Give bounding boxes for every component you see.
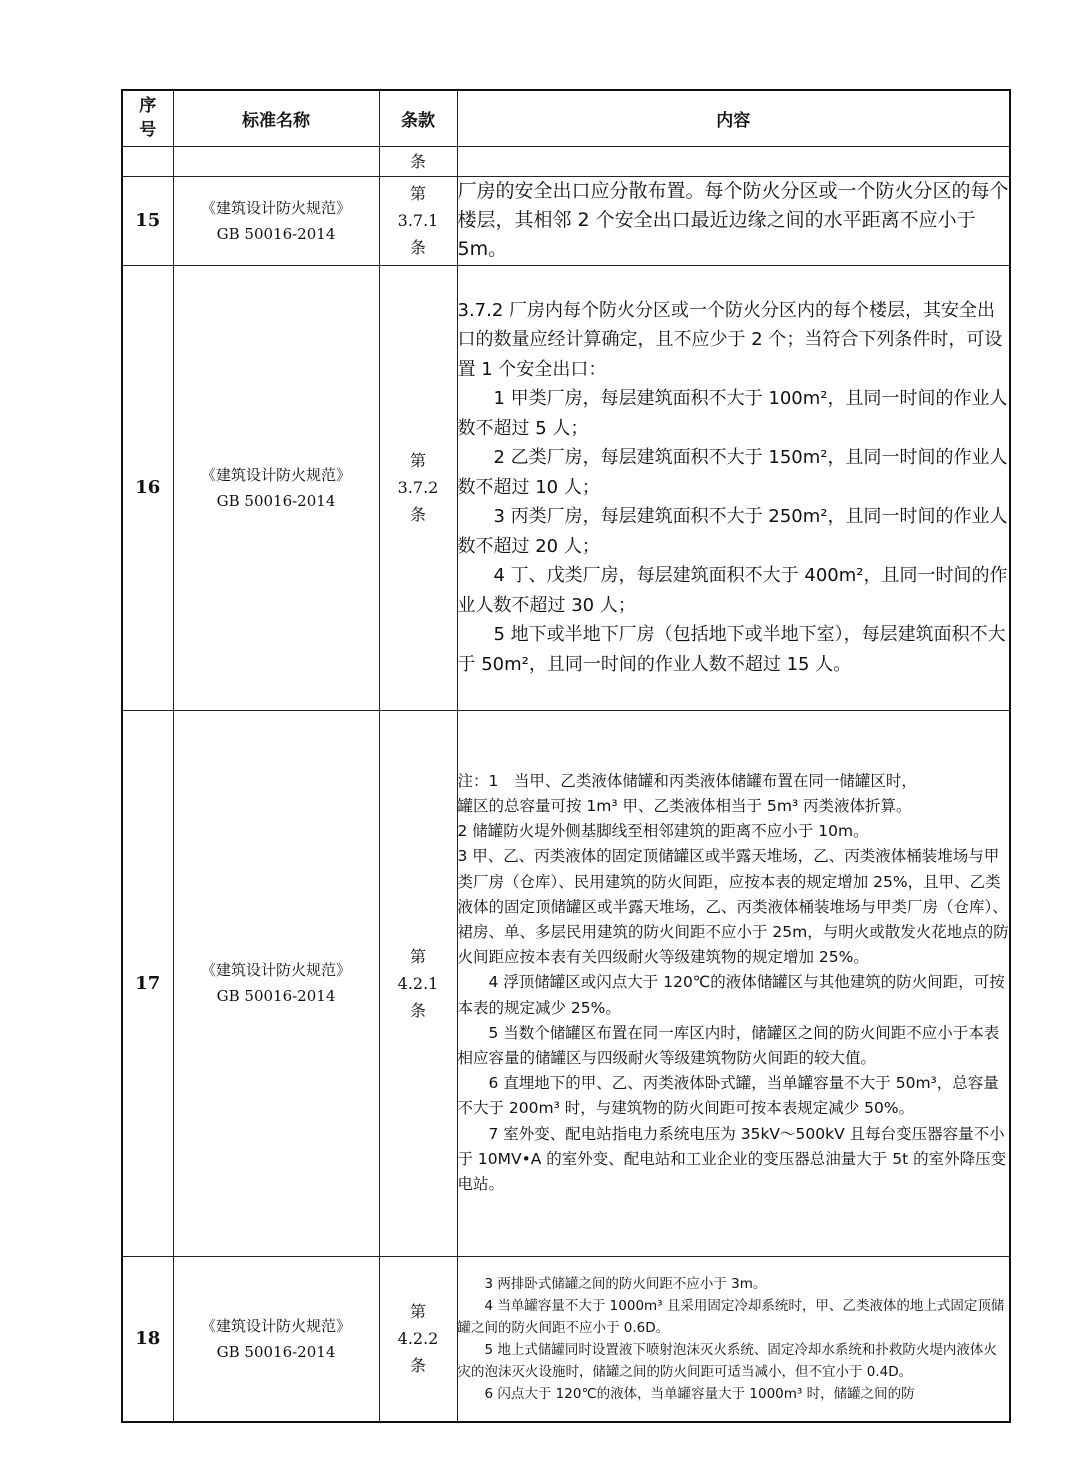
content-paragraph: 4 当单罐容量不大于 1000m³ 且采用固定冷却系统时，甲、乙类液体的地上式固定顶储罐之间的防火间距不应小于 0.6D。 [457, 1297, 1005, 1336]
content-paragraph: 厂房的安全出口应分散布置。每个防火分区或一个防火分区的每个楼层，其相邻 2 个安全出口最近边缘之间的水平距离不应小于 5m。 [457, 180, 1009, 260]
carry-row [122, 146, 1010, 176]
carry-content-cell [457, 146, 1010, 176]
content-paragraph: 4 浮顶储罐区或闪点大于 120℃的液体储罐区与其他建筑的防火间距，可按本表的规定减少 25%。 [457, 973, 1005, 1017]
content-paragraph: 罐区的总容量可按 1m³ 甲、乙类液体相当于 5m³ 丙类液体折算。 [457, 796, 912, 815]
content-paragraph: 5 地下或半地下厂房（包括地下或半地下室），每层建筑面积不大于 50m²，且同一时间的作业人数不超过 15 人。 [457, 624, 1006, 675]
carry-std-cell [173, 146, 379, 176]
carry-seq-cell [122, 146, 173, 176]
row-clause: 第 4.2.2 条 [379, 1256, 457, 1422]
header-row [122, 90, 1010, 146]
content-paragraph: 3 丙类厂房，每层建筑面积不大于 250m²，且同一时间的作业人数不超过 20 人； [457, 506, 1008, 557]
content-paragraph: 6 直埋地下的甲、乙、丙类液体卧式罐，当单罐容量不大于 50m³，总容量不大于 200m³ 时，与建筑物的防火间距可按本表规定减少 50%。 [457, 1074, 999, 1118]
row-standard-name: 《建筑设计防火规范》 GB 50016-2014 [173, 1256, 379, 1422]
row-seq: 15 [122, 176, 173, 265]
row-standard-name: 《建筑设计防火规范》 GB 50016-2014 [173, 176, 379, 265]
content-paragraph: 注：1 当甲、乙类液体储罐和丙类液体储罐布置在同一储罐区时， [457, 771, 917, 790]
row-standard-name: 《建筑设计防火规范》 GB 50016-2014 [173, 265, 379, 710]
content-paragraph: 1 甲类厂房，每层建筑面积不大于 100m²，且同一时间的作业人数不超过 5 人； [457, 388, 1008, 439]
table-row [122, 710, 1010, 1256]
row-content [457, 265, 1010, 710]
content-paragraph: 3.7.2 厂房内每个防火分区或一个防火分区内的每个楼层，其安全出口的数量应经计算确定，且不应少于 2 个；当符合下列条件时，可设置 1 个安全出口： [457, 299, 1003, 380]
table-row [122, 1256, 1010, 1422]
header-content: 内容 [457, 90, 1010, 146]
content-paragraph: 4 丁、戊类厂房，每层建筑面积不大于 400m²，且同一时间的作业人数不超过 30 人； [457, 565, 1008, 616]
content-paragraph: 3 甲、乙、丙类液体的固定顶储罐区或半露天堆场，乙、丙类液体桶装堆场与甲类厂房（仓库）、民用建筑的防火间距，应按本表的规定增加 25%，且甲、乙类液体的固定顶储罐区或半露天堆场，乙、丙类液体桶装堆场与甲类厂房（仓库）、裙房、单、多层民用建筑的防火间距不应小于 25m，与明火或散发火花地点的防火间距应按本表有关四级耐火等级建筑物的规定增加 25%。 [457, 847, 1009, 967]
row-content [457, 710, 1010, 1256]
content-paragraph: 5 当数个储罐区布置在同一库区内时，储罐区之间的防火间距不应小于本表相应容量的储罐区与四级耐火等级建筑物防火间距的较大值。 [457, 1023, 1000, 1067]
content-paragraph: 2 乙类厂房，每层建筑面积不大于 150m²，且同一时间的作业人数不超过 10 人； [457, 447, 1008, 498]
header-clause: 条款 [379, 90, 457, 146]
carry-clause-cell: 条 [379, 146, 457, 176]
content-paragraph: 3 两排卧式储罐之间的防火间距不应小于 3m。 [484, 1275, 767, 1292]
row-seq: 16 [122, 265, 173, 710]
content-paragraph: 6 闪点大于 120℃的液体，当单罐容量大于 1000m³ 时，储罐之间的防 [484, 1385, 915, 1402]
row-seq: 17 [122, 710, 173, 1256]
row-standard-name: 《建筑设计防火规范》 GB 50016-2014 [173, 710, 379, 1256]
table-row [122, 176, 1010, 265]
content-paragraph: 5 地上式储罐同时设置液下喷射泡沫灭火系统、固定冷却水系统和扑救防火堤内液体火灾的泡沫灭火设施时，储罐之间的防火间距可适当减小，但不宜小于 0.4D。 [457, 1341, 997, 1380]
header-seq: 序 号 [122, 90, 173, 146]
row-clause: 第 3.7.1 条 [379, 176, 457, 265]
standards-table [121, 89, 1011, 1423]
row-content [457, 176, 1010, 265]
row-clause: 第 3.7.2 条 [379, 265, 457, 710]
header-name: 标准名称 [173, 90, 379, 146]
content-paragraph: 2 储罐防火堤外侧基脚线至相邻建筑的距离不应小于 10m。 [457, 822, 869, 841]
row-clause: 第 4.2.1 条 [379, 710, 457, 1256]
row-seq: 18 [122, 1256, 173, 1422]
table-row [122, 265, 1010, 710]
content-paragraph: 7 室外变、配电站指电力系统电压为 35kV～500kV 且每台变压器容量不小于 10MV•A 的室外变、配电站和工业企业的变压器总油量大于 5t 的室外降压变电站。 [457, 1124, 1007, 1194]
row-content [457, 1256, 1010, 1422]
